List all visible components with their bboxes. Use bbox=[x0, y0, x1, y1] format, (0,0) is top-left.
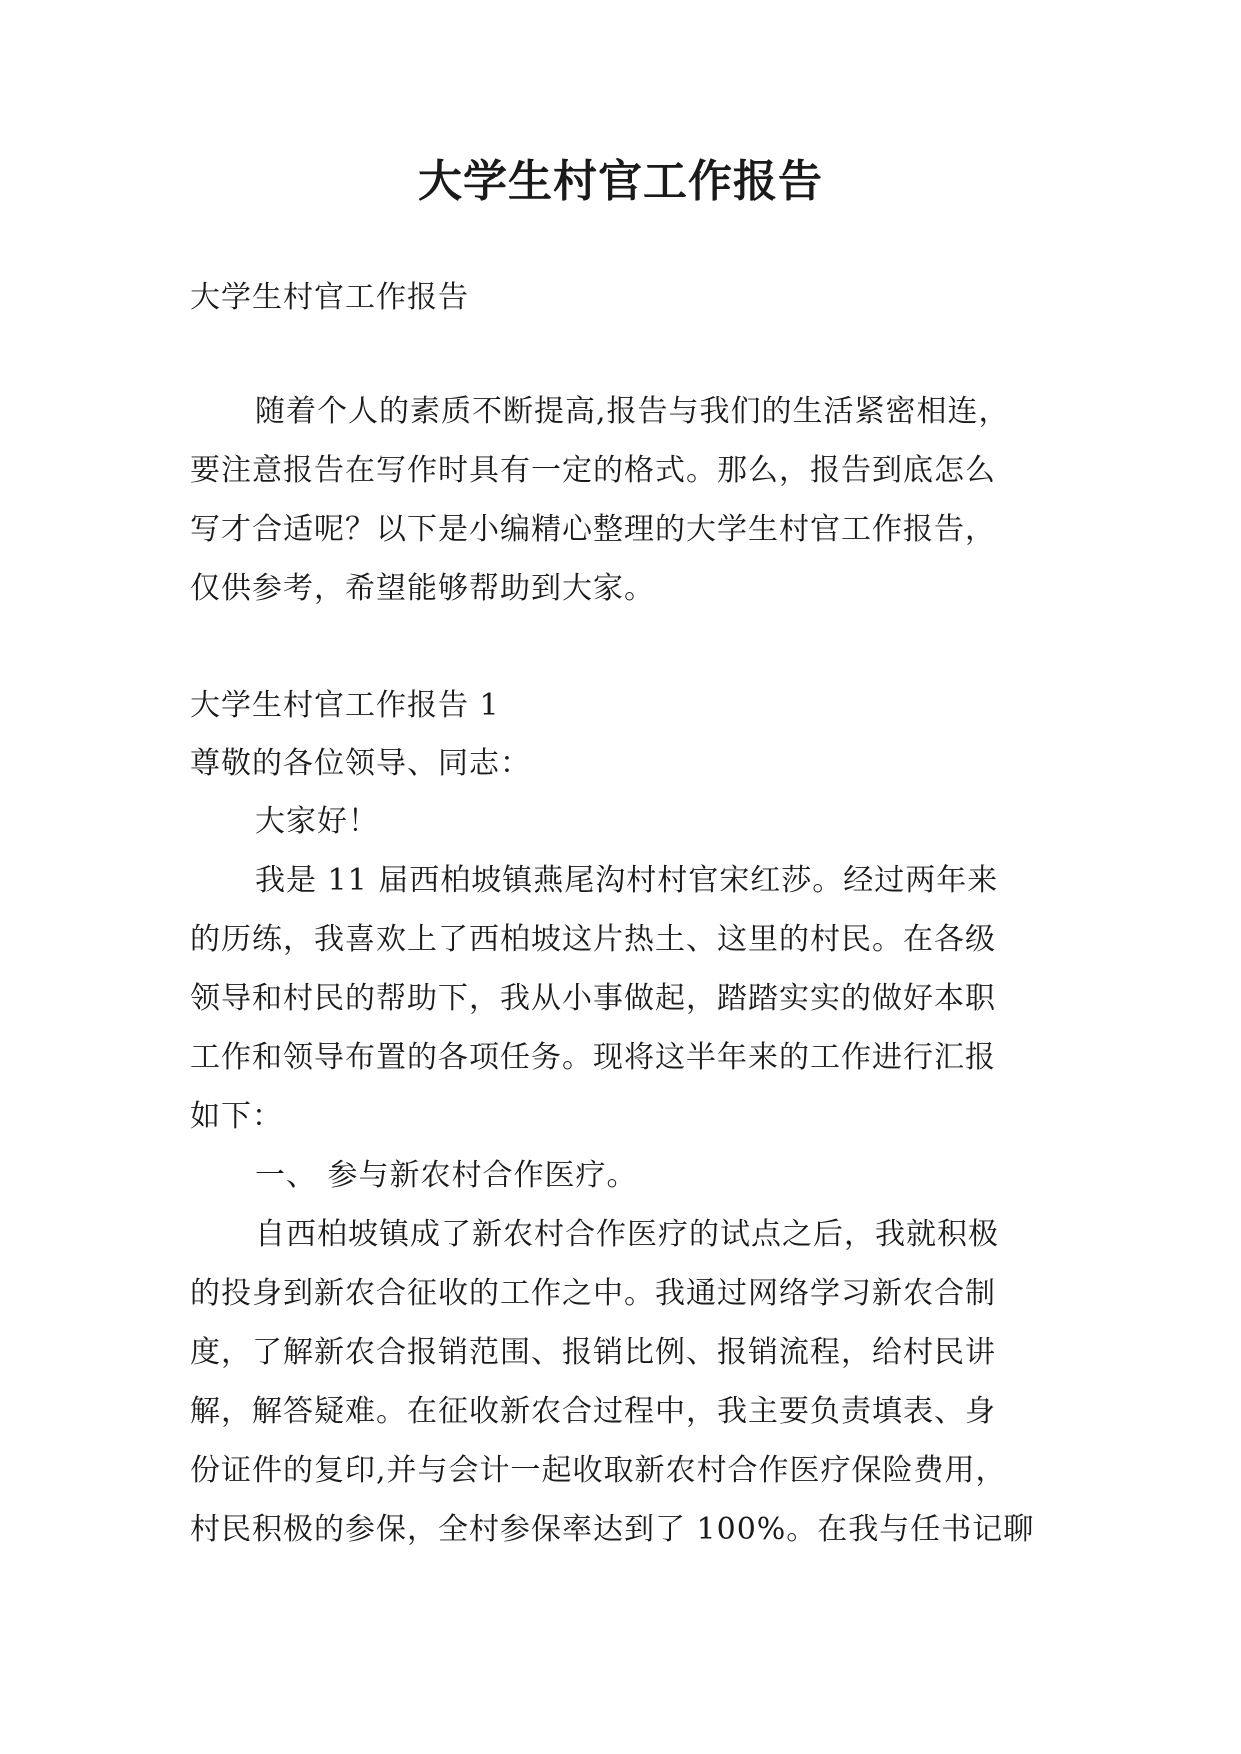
text-line: 村民积极的参保，全村参保率达到了 100%。在我与任书记聊 bbox=[190, 1512, 1035, 1547]
text-line: 大家好！ bbox=[255, 804, 379, 839]
text-line: 的投身到新农合征收的工作之中。我通过网络学习新农合制 bbox=[190, 1276, 996, 1311]
text-line: 仅供参考，希望能够帮助到大家。 bbox=[190, 571, 655, 606]
text-line: 度，了解新农合报销范围、报销比例、报销流程，给村民讲 bbox=[190, 1335, 996, 1370]
text-line: 大学生村官工作报告 bbox=[190, 280, 469, 315]
text-line: 工作和领导布置的各项任务。现将这半年来的工作进行汇报 bbox=[190, 1040, 996, 1075]
text-line: 的历练，我喜欢上了西柏坡这片热土、这里的村民。在各级 bbox=[190, 922, 996, 957]
text-line: 一、 参与新农村合作医疗。 bbox=[255, 1158, 638, 1193]
document-title: 大学生村官工作报告 bbox=[418, 156, 823, 207]
text-line: 解，解答疑难。在征收新农合过程中，我主要负责填表、身 bbox=[190, 1394, 996, 1429]
text-line: 份证件的复印,并与会计一起收取新农村合作医疗保险费用， bbox=[190, 1453, 1007, 1488]
text-line: 写才合适呢？以下是小编精心整理的大学生村官工作报告， bbox=[190, 512, 996, 547]
text-line: 领导和村民的帮助下，我从小事做起，踏踏实实的做好本职 bbox=[190, 981, 996, 1016]
text-line: 如下： bbox=[190, 1099, 283, 1134]
text-line: 自西柏坡镇成了新农村合作医疗的试点之后，我就积极 bbox=[255, 1217, 999, 1252]
text-line: 随着个人的素质不断提高,报告与我们的生活紧密相连， bbox=[255, 394, 1010, 429]
text-line: 大学生村官工作报告 1 bbox=[190, 688, 500, 723]
text-line: 尊敬的各位领导、同志： bbox=[190, 746, 531, 781]
text-line: 我是 11 届西柏坡镇燕尾沟村村官宋红莎。经过两年来 bbox=[255, 863, 999, 898]
text-line: 要注意报告在写作时具有一定的格式。那么，报告到底怎么 bbox=[190, 453, 996, 488]
